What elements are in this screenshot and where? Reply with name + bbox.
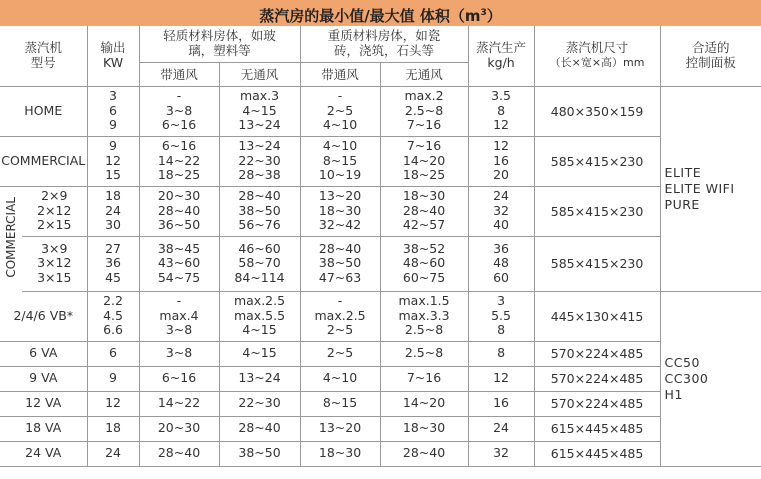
light-vented-cell-value: 6~16 — [161, 138, 197, 154]
heavy-vented-cell — [300, 291, 380, 341]
control-panel-group-2 — [660, 291, 761, 466]
light-unvented-cell-value: 46~60 — [238, 240, 281, 256]
heavy-vented-cell-value: 38~50 — [318, 255, 362, 271]
heavy-vented-cell — [300, 441, 380, 466]
light-unvented-cell — [219, 136, 300, 186]
title-end: ） — [486, 7, 502, 25]
output-cell — [87, 341, 139, 366]
control-panel-name: CC50 — [664, 354, 700, 370]
model-cell — [0, 86, 87, 136]
light-unvented-cell-value: 38~50 — [238, 202, 281, 218]
control-panel-name: H1 — [664, 386, 683, 402]
output-cell-value: 2.2 — [103, 293, 123, 309]
output-cell — [87, 136, 139, 186]
heavy-unvented-cell — [380, 391, 468, 416]
light-vented-cell — [139, 391, 219, 416]
steam-production-cell-value: 60 — [493, 269, 509, 285]
heavy-vented-cell — [300, 341, 380, 366]
heavy-vented-cell-value: 8~15 — [322, 152, 358, 168]
output-cell-value: 4.5 — [103, 307, 123, 323]
heavy-unvented-cell-value: 2.5~8 — [404, 322, 444, 338]
heavy-unvented-cell-value: max.3.3 — [398, 307, 450, 323]
heavy-vented-cell — [300, 391, 380, 416]
table-row — [0, 236, 761, 291]
table-row — [0, 416, 761, 441]
header-steam-production: 蒸汽生产 kg/h — [468, 26, 534, 86]
steam-production-cell-value: 12 — [493, 138, 509, 154]
light-unvented-cell-value: 13~24 — [238, 138, 281, 154]
output-cell — [87, 86, 139, 136]
output-cell-value: 30 — [105, 217, 121, 233]
output-cell-value: 6 — [109, 102, 117, 118]
heavy-vented-cell-value: 2~5 — [326, 102, 354, 118]
output-cell-value: 36 — [105, 255, 121, 271]
model-cell-value: 2/4/6 VB* — [13, 307, 74, 323]
table-row — [0, 341, 761, 366]
heavy-vented-cell — [300, 236, 380, 291]
title-text: 蒸汽房的最小值/最大值 体积（m — [259, 7, 481, 25]
heavy-vented-cell-value: max.2.5 — [314, 307, 366, 323]
light-vented-cell — [139, 416, 219, 441]
output-cell — [87, 366, 139, 391]
model-cell-value: 6 VA — [29, 345, 58, 361]
heavy-vented-cell — [300, 136, 380, 186]
light-unvented-cell-value: 22~30 — [238, 152, 281, 168]
light-unvented-cell-value: max.3 — [239, 88, 280, 104]
model-cell — [0, 136, 87, 186]
model-cell-value: 9 VA — [29, 370, 58, 386]
steam-production-cell-value: 8 — [497, 322, 506, 338]
control-panel-name: ELITE WIFI — [664, 180, 735, 196]
heavy-unvented-cell — [380, 291, 468, 341]
output-cell-value: 12 — [105, 152, 121, 168]
model-cell — [0, 291, 87, 341]
dimensions-cell: 445×130×415 — [534, 291, 660, 341]
steam-production-cell-value: 8 — [497, 345, 506, 361]
heavy-unvented-cell-value: max.2 — [404, 88, 444, 104]
light-vented-cell-value: 6~16 — [161, 117, 197, 133]
light-unvented-cell-value: 4~15 — [242, 322, 277, 338]
steam-production-cell-value: 32 — [493, 445, 509, 461]
output-cell-value: 24 — [105, 202, 121, 218]
light-vented-cell-value: 14~22 — [157, 395, 201, 411]
light-unvented-cell-value: max.5.5 — [233, 307, 286, 323]
heavy-unvented-cell-value: 18~30 — [402, 188, 446, 204]
heavy-vented-cell — [300, 86, 380, 136]
steam-production-cell — [468, 416, 534, 441]
heavy-unvented-cell — [380, 341, 468, 366]
model-cell — [22, 236, 87, 291]
light-vented-cell-value: 3~8 — [165, 102, 193, 118]
steam-production-cell-value: 16 — [493, 152, 509, 168]
heavy-unvented-cell — [380, 136, 468, 186]
model-cell — [0, 441, 87, 466]
output-cell — [87, 416, 139, 441]
light-unvented-cell-value: 4~15 — [242, 345, 277, 361]
header-control-panel: 合适的 控制面板 — [660, 26, 761, 86]
output-cell — [87, 391, 139, 416]
header-light-vented: 带通风 — [139, 62, 219, 86]
light-vented-cell-value: 54~75 — [157, 269, 201, 285]
header-output: 输出 KW — [87, 26, 139, 86]
heavy-vented-cell — [300, 366, 380, 391]
steam-production-cell-value: 8 — [497, 102, 506, 118]
model-cell-value: 24 VA — [25, 445, 62, 461]
heavy-unvented-cell-value: 42~57 — [402, 217, 446, 233]
output-cell-value: 6.6 — [103, 322, 123, 338]
light-unvented-cell — [219, 186, 300, 236]
output-cell-value: 12 — [105, 395, 121, 411]
light-unvented-cell-value: 56~76 — [238, 217, 281, 233]
dimensions-cell: 570×224×485 — [534, 391, 660, 416]
light-vented-cell-value: - — [176, 293, 182, 309]
dimensions-cell: 615×445×485 — [534, 416, 660, 441]
light-unvented-cell — [219, 391, 300, 416]
light-vented-cell-value: 3~8 — [165, 345, 193, 361]
heavy-unvented-cell — [380, 236, 468, 291]
dimensions-cell: 570×224×485 — [534, 341, 660, 366]
heavy-vented-cell-value: 47~63 — [318, 269, 362, 285]
output-cell-value: 18 — [105, 420, 121, 436]
output-cell-value: 24 — [105, 445, 121, 461]
table-row — [0, 391, 761, 416]
light-vented-cell-value: 20~30 — [157, 188, 201, 204]
header-light-material: 轻质材料房体，如玻 璃，塑料等 — [139, 26, 300, 62]
light-vented-cell-value: 3~8 — [165, 322, 193, 338]
light-vented-cell — [139, 341, 219, 366]
heavy-unvented-cell — [380, 86, 468, 136]
steam-production-cell — [468, 291, 534, 341]
steam-production-cell — [468, 366, 534, 391]
output-cell-value: 6 — [109, 345, 117, 361]
steam-production-cell — [468, 186, 534, 236]
steam-production-cell — [468, 391, 534, 416]
light-vented-cell-value: 28~40 — [157, 202, 201, 218]
steam-production-cell-value: 36 — [493, 240, 509, 256]
dimensions-cell: 480×350×159 — [534, 86, 660, 136]
model-cell-value: 2×15 — [37, 217, 72, 233]
commercial-vertical-label — [0, 186, 22, 291]
light-unvented-cell — [219, 291, 300, 341]
heavy-vented-cell-value: 4~10 — [322, 370, 358, 386]
light-vented-cell-value: 36~50 — [157, 217, 201, 233]
heavy-vented-cell-value: - — [337, 88, 343, 104]
steam-production-cell-value: 20 — [493, 167, 509, 183]
heavy-unvented-cell-value: 48~60 — [402, 255, 446, 271]
heavy-vented-cell — [300, 186, 380, 236]
dimensions-cell: 585×415×230 — [534, 236, 660, 291]
heavy-unvented-cell-value: 28~40 — [402, 445, 446, 461]
light-vented-cell — [139, 186, 219, 236]
model-cell-value: COMMERCIAL — [1, 152, 86, 168]
light-vented-cell — [139, 236, 219, 291]
heavy-vented-cell-value: 10~19 — [318, 167, 362, 183]
model-cell — [0, 416, 87, 441]
steam-production-cell-value: 12 — [493, 117, 509, 133]
output-cell-value: 45 — [105, 269, 121, 285]
steam-production-cell-value: 48 — [493, 255, 509, 271]
light-unvented-cell-value: max.2.5 — [233, 293, 286, 309]
table-row — [0, 366, 761, 391]
light-vented-cell — [139, 136, 219, 186]
table-row — [0, 291, 761, 341]
light-unvented-cell — [219, 366, 300, 391]
heavy-vented-cell-value: 13~20 — [318, 420, 362, 436]
control-panel-name: CC300 — [664, 370, 709, 386]
model-cell-value: 3×15 — [37, 269, 72, 285]
light-unvented-cell-value: 22~30 — [238, 395, 281, 411]
output-cell-value: 27 — [105, 240, 121, 256]
commercial-vertical-text: COMMERCIAL — [4, 196, 18, 278]
control-panel-name: ELITE — [664, 164, 702, 180]
light-vented-cell — [139, 291, 219, 341]
heavy-unvented-cell — [380, 441, 468, 466]
light-unvented-cell-value: 28~40 — [238, 420, 281, 436]
table-row — [0, 136, 761, 186]
steam-room-table — [0, 26, 761, 467]
model-cell-value: 3×9 — [41, 240, 68, 256]
heavy-vented-cell — [300, 416, 380, 441]
light-unvented-cell-value: 4~15 — [242, 102, 277, 118]
header-heavy-material: 重质材料房体，如瓷 砖，浇筑，石头等 — [300, 26, 468, 62]
heavy-vented-cell-value: 18~30 — [318, 202, 362, 218]
steam-production-cell — [468, 136, 534, 186]
model-cell — [0, 366, 87, 391]
output-cell — [87, 291, 139, 341]
light-vented-cell — [139, 86, 219, 136]
light-unvented-cell-value: 13~24 — [238, 117, 281, 133]
output-cell-value: 9 — [109, 117, 117, 133]
steam-production-cell-value: 32 — [493, 202, 509, 218]
heavy-vented-cell-value: 32~42 — [318, 217, 362, 233]
control-panel-name: PURE — [664, 196, 700, 212]
light-vented-cell-value: 28~40 — [157, 445, 201, 461]
output-cell — [87, 186, 139, 236]
dimensions-cell: 570×224×485 — [534, 366, 660, 391]
light-vented-cell-value: 14~22 — [157, 152, 201, 168]
light-vented-cell — [139, 441, 219, 466]
model-cell-value: 12 VA — [25, 395, 62, 411]
light-vented-cell — [139, 366, 219, 391]
steam-production-cell-value: 24 — [493, 188, 509, 204]
light-unvented-cell-value: 84~114 — [234, 269, 285, 285]
model-cell-value: 2×12 — [37, 202, 72, 218]
heavy-vented-cell-value: 2~5 — [326, 345, 354, 361]
heavy-unvented-cell-value: 14~20 — [402, 395, 446, 411]
heavy-vented-cell-value: 8~15 — [322, 395, 358, 411]
heavy-vented-cell-value: 13~20 — [318, 188, 362, 204]
heavy-unvented-cell-value: 7~16 — [406, 138, 442, 154]
steam-production-cell-value: 16 — [493, 395, 509, 411]
dimensions-cell: 585×415×230 — [534, 136, 660, 186]
output-cell — [87, 441, 139, 466]
light-vented-cell-value: 6~16 — [161, 370, 197, 386]
heavy-vented-cell-value: 4~10 — [322, 138, 358, 154]
heavy-unvented-cell-value: 18~30 — [402, 420, 446, 436]
light-vented-cell-value: - — [176, 88, 182, 104]
steam-production-cell-value: 3.5 — [491, 88, 511, 104]
light-unvented-cell — [219, 236, 300, 291]
steam-production-cell — [468, 236, 534, 291]
light-unvented-cell-value: 28~40 — [238, 188, 281, 204]
heavy-unvented-cell-value: 7~16 — [406, 117, 442, 133]
steam-production-cell-value: 5.5 — [491, 307, 511, 323]
output-cell-value: 3 — [109, 88, 117, 104]
heavy-unvented-cell-value: 60~75 — [402, 269, 446, 285]
heavy-unvented-cell-value: 14~20 — [402, 152, 446, 168]
dimensions-cell: 585×415×230 — [534, 186, 660, 236]
output-cell-value: 18 — [105, 188, 121, 204]
light-vented-cell-value: 18~25 — [157, 167, 201, 183]
light-unvented-cell-value: 58~70 — [238, 255, 281, 271]
heavy-unvented-cell-value: 18~25 — [402, 167, 446, 183]
heavy-unvented-cell-value: max.1.5 — [398, 293, 450, 309]
model-cell-value: 18 VA — [25, 420, 62, 436]
heavy-vented-cell-value: 4~10 — [322, 117, 358, 133]
light-unvented-cell — [219, 341, 300, 366]
heavy-unvented-cell-value: 2.5~8 — [404, 102, 444, 118]
light-vented-cell-value: 20~30 — [157, 420, 201, 436]
model-cell — [22, 186, 87, 236]
heavy-unvented-cell — [380, 186, 468, 236]
header-model: 蒸汽机 型号 — [0, 26, 87, 86]
header-heavy-unvented: 无通风 — [380, 62, 468, 86]
steam-production-cell — [468, 441, 534, 466]
steam-production-cell — [468, 86, 534, 136]
heavy-vented-cell-value: 18~30 — [318, 445, 362, 461]
heavy-unvented-cell — [380, 366, 468, 391]
steam-production-cell — [468, 341, 534, 366]
light-unvented-cell — [219, 441, 300, 466]
control-panel-group-1 — [660, 86, 761, 291]
output-cell-value: 9 — [109, 138, 117, 154]
model-cell-value: HOME — [24, 102, 63, 118]
output-cell — [87, 236, 139, 291]
heavy-unvented-cell — [380, 416, 468, 441]
light-unvented-cell — [219, 86, 300, 136]
heavy-unvented-cell-value: 7~16 — [406, 370, 442, 386]
model-cell-value: 2×9 — [41, 188, 68, 204]
dimensions-cell: 615×445×485 — [534, 441, 660, 466]
table-row — [0, 186, 761, 236]
heavy-unvented-cell-value: 38~52 — [402, 240, 446, 256]
table-title — [0, 0, 761, 26]
steam-production-cell-value: 24 — [493, 420, 509, 436]
heavy-unvented-cell-value: 28~40 — [402, 202, 446, 218]
heavy-vented-cell-value: 28~40 — [318, 240, 362, 256]
table-row — [0, 86, 761, 136]
steam-production-cell-value: 3 — [497, 293, 506, 309]
header-light-unvented: 无通风 — [219, 62, 300, 86]
title-superscript: 3 — [480, 8, 487, 18]
steam-production-cell-value: 40 — [493, 217, 509, 233]
output-cell-value: 15 — [105, 167, 121, 183]
model-cell — [0, 391, 87, 416]
heavy-vented-cell-value: - — [337, 293, 343, 309]
light-unvented-cell-value: 38~50 — [238, 445, 281, 461]
light-vented-cell-value: max.4 — [159, 307, 199, 323]
heavy-vented-cell-value: 2~5 — [326, 322, 354, 338]
light-unvented-cell — [219, 416, 300, 441]
header-dimensions: 蒸汽机尺寸 （长×宽×高）mm — [534, 26, 660, 86]
heavy-unvented-cell-value: 2.5~8 — [404, 345, 444, 361]
header-heavy-vented: 带通风 — [300, 62, 380, 86]
light-vented-cell-value: 43~60 — [157, 255, 201, 271]
light-unvented-cell-value: 28~38 — [238, 167, 281, 183]
light-unvented-cell-value: 13~24 — [238, 370, 281, 386]
table-row — [0, 441, 761, 466]
model-cell — [0, 341, 87, 366]
output-cell-value: 9 — [109, 370, 117, 386]
light-vented-cell-value: 38~45 — [157, 240, 201, 256]
model-cell-value: 3×12 — [37, 255, 72, 271]
steam-production-cell-value: 12 — [493, 370, 509, 386]
